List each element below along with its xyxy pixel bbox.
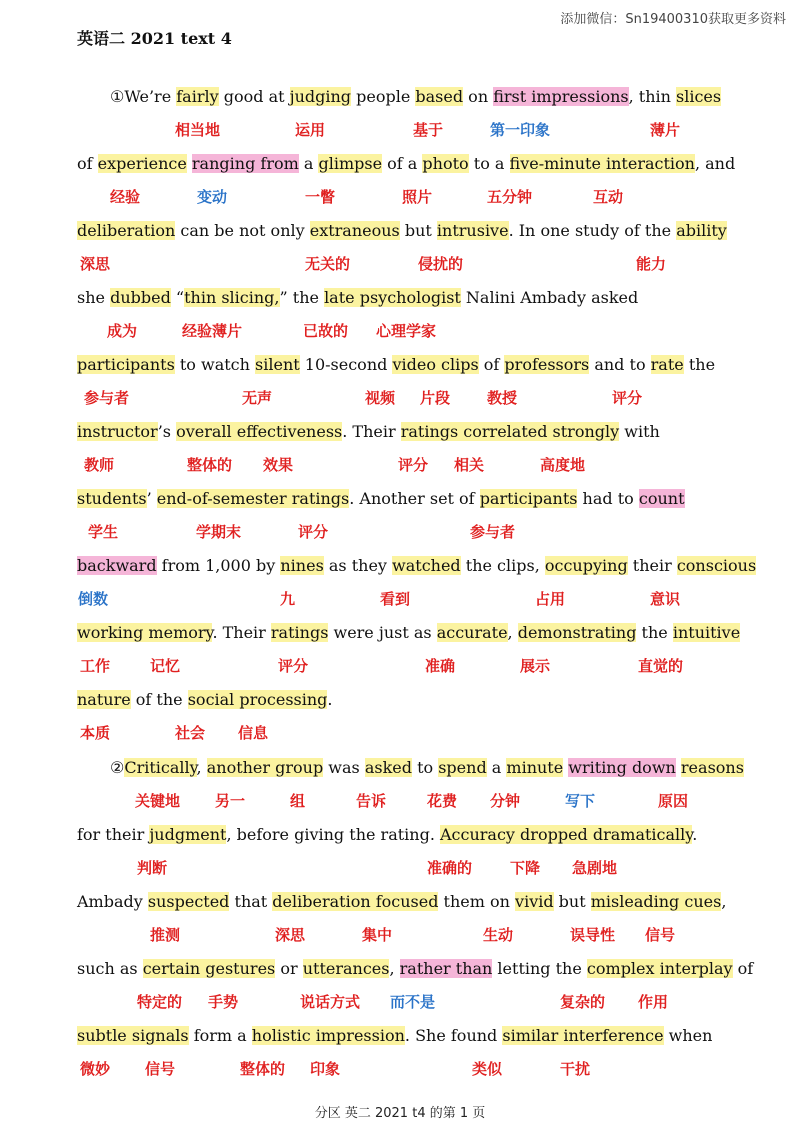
- passage-line: [77, 348, 715, 382]
- handwritten-gloss: 相关: [454, 456, 485, 474]
- handwritten-gloss: 能力: [636, 255, 667, 273]
- highlighted-phrase: rate: [650, 355, 684, 374]
- handwritten-gloss: 薄片: [650, 121, 681, 139]
- passage-text: form a: [188, 1026, 252, 1045]
- highlighted-phrase: ratings correlated strongly: [400, 422, 620, 441]
- handwritten-gloss: 无关的: [305, 255, 351, 273]
- highlighted-phrase: deliberation: [77, 221, 176, 240]
- passage-text: or: [275, 959, 303, 978]
- highlighted-phrase: slices: [676, 87, 722, 106]
- handwritten-gloss: 本质: [80, 724, 111, 742]
- handwritten-gloss: 手势: [208, 993, 239, 1011]
- highlighted-phrase: fairly: [176, 87, 219, 106]
- highlighted-phrase: end-of-semester ratings: [156, 489, 350, 508]
- highlighted-phrase: demonstrating: [517, 623, 637, 642]
- passage-text: to watch: [174, 355, 256, 374]
- handwritten-gloss: 倒数: [78, 590, 109, 608]
- passage-text: with: [619, 422, 660, 441]
- passage-text: but: [399, 221, 437, 240]
- handwritten-gloss: 判断: [137, 859, 168, 877]
- handwritten-gloss: 评分: [612, 389, 643, 407]
- passage-line: [77, 549, 756, 583]
- handwritten-gloss: 原因: [658, 792, 689, 810]
- passage-text: . Another set of: [349, 489, 480, 508]
- passage-text: Nalini Ambady asked: [460, 288, 639, 307]
- passage-text: the: [636, 623, 673, 642]
- gloss-row: [0, 453, 800, 477]
- highlighted-phrase: asked: [364, 758, 412, 777]
- passage-text: . She found: [404, 1026, 503, 1045]
- passage-text: .: [692, 825, 698, 844]
- highlighted-phrase: Accuracy dropped dramatically: [440, 825, 693, 844]
- passage-line: [77, 1019, 712, 1053]
- passage-line: [77, 147, 735, 181]
- handwritten-gloss: 工作: [80, 657, 111, 675]
- handwritten-gloss: 评分: [398, 456, 429, 474]
- highlighted-phrase: occupying: [544, 556, 628, 575]
- handwritten-gloss: 推测: [150, 926, 181, 944]
- passage-text: ,: [389, 959, 400, 978]
- highlighted-phrase: Critically: [124, 758, 197, 777]
- passage-line: [77, 952, 753, 986]
- passage-text: for their: [77, 825, 150, 844]
- passage-text: their: [627, 556, 677, 575]
- passage-text: ,: [721, 892, 727, 911]
- passage-text: ” the: [279, 288, 325, 307]
- passage-text: . In one study of the: [508, 221, 677, 240]
- handwritten-gloss: 印象: [310, 1060, 341, 1078]
- highlighted-phrase: watched: [392, 556, 461, 575]
- passage-text: ’s: [157, 422, 177, 441]
- highlighted-phrase: nines: [280, 556, 324, 575]
- handwritten-gloss: 学期末: [196, 523, 242, 541]
- handwritten-gloss: 复杂的: [560, 993, 606, 1011]
- handwritten-gloss: 片段: [420, 389, 451, 407]
- handwritten-gloss: 干扰: [560, 1060, 591, 1078]
- highlighted-phrase: based: [415, 87, 464, 106]
- handwritten-gloss: 特定的: [137, 993, 183, 1011]
- handwritten-gloss: 信号: [645, 926, 676, 944]
- gloss-row: [0, 654, 800, 678]
- passage-text: of the: [130, 690, 188, 709]
- passage-line: [77, 415, 660, 449]
- highlighted-phrase: backward: [77, 556, 157, 575]
- highlighted-phrase: overall effectiveness: [176, 422, 343, 441]
- highlighted-phrase: silent: [255, 355, 300, 374]
- handwritten-gloss: 已故的: [303, 322, 349, 340]
- highlighted-phrase: another group: [206, 758, 324, 777]
- handwritten-gloss: 说话方式: [300, 993, 361, 1011]
- handwritten-gloss: 关键地: [135, 792, 181, 810]
- gloss-row: [0, 185, 800, 209]
- handwritten-gloss: 无声: [242, 389, 273, 407]
- passage-text: can be not only: [175, 221, 310, 240]
- passage-text: , thin: [628, 87, 677, 106]
- handwritten-gloss: 基于: [413, 121, 444, 139]
- handwritten-gloss: 分钟: [490, 792, 521, 810]
- highlighted-phrase: accurate: [436, 623, 508, 642]
- passage-text: .: [327, 690, 333, 709]
- gloss-row: [0, 520, 800, 544]
- highlighted-phrase: nature: [77, 690, 131, 709]
- handwritten-gloss: 展示: [520, 657, 551, 675]
- passage-text: to: [411, 758, 439, 777]
- handwritten-gloss: 写下: [565, 792, 596, 810]
- passage-text: that: [229, 892, 273, 911]
- gloss-row: [0, 789, 800, 813]
- passage-text: ’: [146, 489, 157, 508]
- handwritten-gloss: 高度地: [540, 456, 586, 474]
- passage-text: 10-second: [299, 355, 393, 374]
- highlighted-phrase: vivid: [515, 892, 554, 911]
- gloss-row: [0, 587, 800, 611]
- passage-line: [77, 482, 685, 516]
- highlighted-phrase: ranging from: [191, 154, 299, 173]
- passage-text: of: [77, 154, 98, 173]
- handwritten-gloss: 误导性: [570, 926, 616, 944]
- handwritten-gloss: 生动: [483, 926, 514, 944]
- handwritten-gloss: 心理学家: [376, 322, 437, 340]
- handwritten-gloss: 互动: [593, 188, 624, 206]
- handwritten-gloss: 准确的: [427, 859, 473, 877]
- handwritten-gloss: 信息: [238, 724, 269, 742]
- highlighted-phrase: social processing: [187, 690, 328, 709]
- passage-text: as they: [323, 556, 393, 575]
- handwritten-gloss: 类似: [472, 1060, 503, 1078]
- handwritten-gloss: 整体的: [187, 456, 233, 474]
- highlighted-phrase: holistic impression: [251, 1026, 405, 1045]
- highlighted-phrase: experience: [97, 154, 187, 173]
- passage-text: ①We’re: [110, 87, 177, 106]
- highlighted-phrase: judgment: [149, 825, 227, 844]
- passage-text: such as: [77, 959, 143, 978]
- handwritten-gloss: 记忆: [150, 657, 181, 675]
- passage-text: ,: [507, 623, 518, 642]
- gloss-row: [0, 721, 800, 745]
- highlighted-phrase: spend: [438, 758, 487, 777]
- handwritten-gloss: 参与者: [84, 389, 130, 407]
- handwritten-gloss: 评分: [298, 523, 329, 541]
- highlighted-phrase: utterances: [302, 959, 390, 978]
- handwritten-gloss: 经验: [110, 188, 141, 206]
- passage-text: “: [170, 288, 185, 307]
- handwritten-gloss: 下降: [510, 859, 541, 877]
- passage-text: . Their: [212, 623, 271, 642]
- highlighted-phrase: deliberation focused: [272, 892, 439, 911]
- handwritten-gloss: 花费: [427, 792, 458, 810]
- handwritten-gloss: 深思: [275, 926, 306, 944]
- handwritten-gloss: 教师: [84, 456, 115, 474]
- handwritten-gloss: 相当地: [175, 121, 221, 139]
- handwritten-gloss: 组: [290, 792, 306, 810]
- highlighted-phrase: similar interference: [502, 1026, 664, 1045]
- passage-text: the clips,: [460, 556, 545, 575]
- highlighted-phrase: late psychologist: [324, 288, 461, 307]
- passage-line: [77, 616, 740, 650]
- highlighted-phrase: reasons: [680, 758, 744, 777]
- passage-text: and to: [589, 355, 651, 374]
- handwritten-gloss: 一瞥: [305, 188, 336, 206]
- highlighted-phrase: working memory: [77, 623, 213, 642]
- handwritten-gloss: 变动: [197, 188, 228, 206]
- handwritten-gloss: 整体的: [240, 1060, 286, 1078]
- highlighted-phrase: students: [77, 489, 147, 508]
- highlighted-phrase: participants: [479, 489, 578, 508]
- gloss-row: [0, 252, 800, 276]
- gloss-row: [0, 118, 800, 142]
- highlighted-phrase: rather than: [399, 959, 493, 978]
- handwritten-gloss: 第一印象: [490, 121, 551, 139]
- handwritten-gloss: 信号: [145, 1060, 176, 1078]
- handwritten-gloss: 急剧地: [572, 859, 618, 877]
- passage-text: letting the: [492, 959, 587, 978]
- highlighted-phrase: extraneous: [309, 221, 400, 240]
- highlighted-phrase: first impressions: [493, 87, 629, 106]
- highlighted-phrase: video clips: [392, 355, 479, 374]
- highlighted-phrase: ratings: [270, 623, 329, 642]
- page-footer: 分区 英二 2021 t4 的第 1 页: [314, 1106, 486, 1121]
- passage-text: she: [77, 288, 111, 307]
- passage-text: of: [478, 355, 505, 374]
- handwritten-gloss: 准确: [425, 657, 456, 675]
- highlighted-phrase: glimpse: [318, 154, 383, 173]
- passage-text: Ambady: [77, 892, 148, 911]
- highlighted-phrase: complex interplay: [586, 959, 733, 978]
- highlighted-phrase: dubbed: [110, 288, 171, 307]
- passage-text: were just as: [328, 623, 437, 642]
- handwritten-gloss: 直觉的: [638, 657, 684, 675]
- passage-line: [110, 80, 721, 114]
- handwritten-gloss: 作用: [638, 993, 669, 1011]
- highlighted-phrase: count: [638, 489, 685, 508]
- handwritten-gloss: 九: [280, 590, 296, 608]
- highlighted-phrase: certain gestures: [142, 959, 276, 978]
- passage-text: but: [553, 892, 591, 911]
- passage-text: on: [463, 87, 494, 106]
- gloss-row: [0, 1057, 800, 1081]
- passage-line: [77, 281, 638, 315]
- highlighted-phrase: professors: [504, 355, 590, 374]
- passage-text: had to: [577, 489, 639, 508]
- passage-text: of: [732, 959, 754, 978]
- passage-line: [77, 818, 697, 852]
- passage-line: [77, 214, 727, 248]
- highlighted-phrase: misleading cues: [590, 892, 722, 911]
- highlighted-phrase: ability: [676, 221, 727, 240]
- handwritten-gloss: 看到: [380, 590, 411, 608]
- handwritten-gloss: 效果: [263, 456, 294, 474]
- handwritten-gloss: 教授: [487, 389, 518, 407]
- passage-text: ②: [110, 758, 125, 777]
- gloss-row: [0, 990, 800, 1014]
- passage-text: a: [486, 758, 507, 777]
- highlighted-phrase: subtle signals: [77, 1026, 189, 1045]
- passage-text: good at: [218, 87, 290, 106]
- highlighted-phrase: suspected: [147, 892, 230, 911]
- document-title: 英语二 2021 text 4: [77, 29, 232, 48]
- handwritten-gloss: 运用: [295, 121, 326, 139]
- watermark-text: 添加微信：Sn19400310获取更多资料: [560, 12, 786, 27]
- handwritten-gloss: 评分: [278, 657, 309, 675]
- highlighted-phrase: writing down: [568, 758, 676, 777]
- handwritten-gloss: 社会: [175, 724, 206, 742]
- passage-text: people: [351, 87, 416, 106]
- highlighted-phrase: intrusive: [436, 221, 509, 240]
- passage-text: was: [323, 758, 365, 777]
- passage-line: [110, 751, 744, 785]
- handwritten-gloss: 深思: [80, 255, 111, 273]
- handwritten-gloss: 集中: [362, 926, 393, 944]
- highlighted-phrase: judging: [289, 87, 352, 106]
- passage-line: [77, 683, 333, 717]
- handwritten-gloss: 而不是: [390, 993, 436, 1011]
- passage-line: [77, 885, 726, 919]
- highlighted-phrase: intuitive: [672, 623, 741, 642]
- gloss-row: [0, 856, 800, 880]
- handwritten-gloss: 另一: [215, 792, 246, 810]
- highlighted-phrase: minute: [506, 758, 564, 777]
- passage-text: when: [663, 1026, 713, 1045]
- handwritten-gloss: 经验薄片: [182, 322, 243, 340]
- handwritten-gloss: 侵扰的: [418, 255, 464, 273]
- handwritten-gloss: 告诉: [356, 792, 387, 810]
- handwritten-gloss: 学生: [88, 523, 119, 541]
- passage-text: from 1,000 by: [156, 556, 281, 575]
- handwritten-gloss: 成为: [107, 322, 138, 340]
- highlighted-phrase: thin slicing,: [184, 288, 280, 307]
- handwritten-gloss: 照片: [402, 188, 433, 206]
- highlighted-phrase: five-minute interaction: [509, 154, 695, 173]
- handwritten-gloss: 参与者: [470, 523, 516, 541]
- highlighted-phrase: photo: [422, 154, 469, 173]
- handwritten-gloss: 视频: [365, 389, 396, 407]
- passage-text: them on: [438, 892, 516, 911]
- passage-text: ,: [196, 758, 207, 777]
- passage-text: , before giving the rating.: [226, 825, 440, 844]
- passage-text: a: [298, 154, 319, 173]
- passage-text: , and: [694, 154, 736, 173]
- highlighted-phrase: participants: [77, 355, 175, 374]
- passage-text: to a: [468, 154, 510, 173]
- highlighted-phrase: instructor: [77, 422, 158, 441]
- highlighted-phrase: conscious: [676, 556, 757, 575]
- passage-text: . Their: [342, 422, 401, 441]
- gloss-row: [0, 923, 800, 947]
- passage-text: of a: [382, 154, 423, 173]
- passage-text: the: [683, 355, 716, 374]
- handwritten-gloss: 五分钟: [487, 188, 533, 206]
- gloss-row: [0, 386, 800, 410]
- handwritten-gloss: 意识: [650, 590, 681, 608]
- handwritten-gloss: 微妙: [80, 1060, 111, 1078]
- gloss-row: [0, 319, 800, 343]
- handwritten-gloss: 占用: [535, 590, 566, 608]
